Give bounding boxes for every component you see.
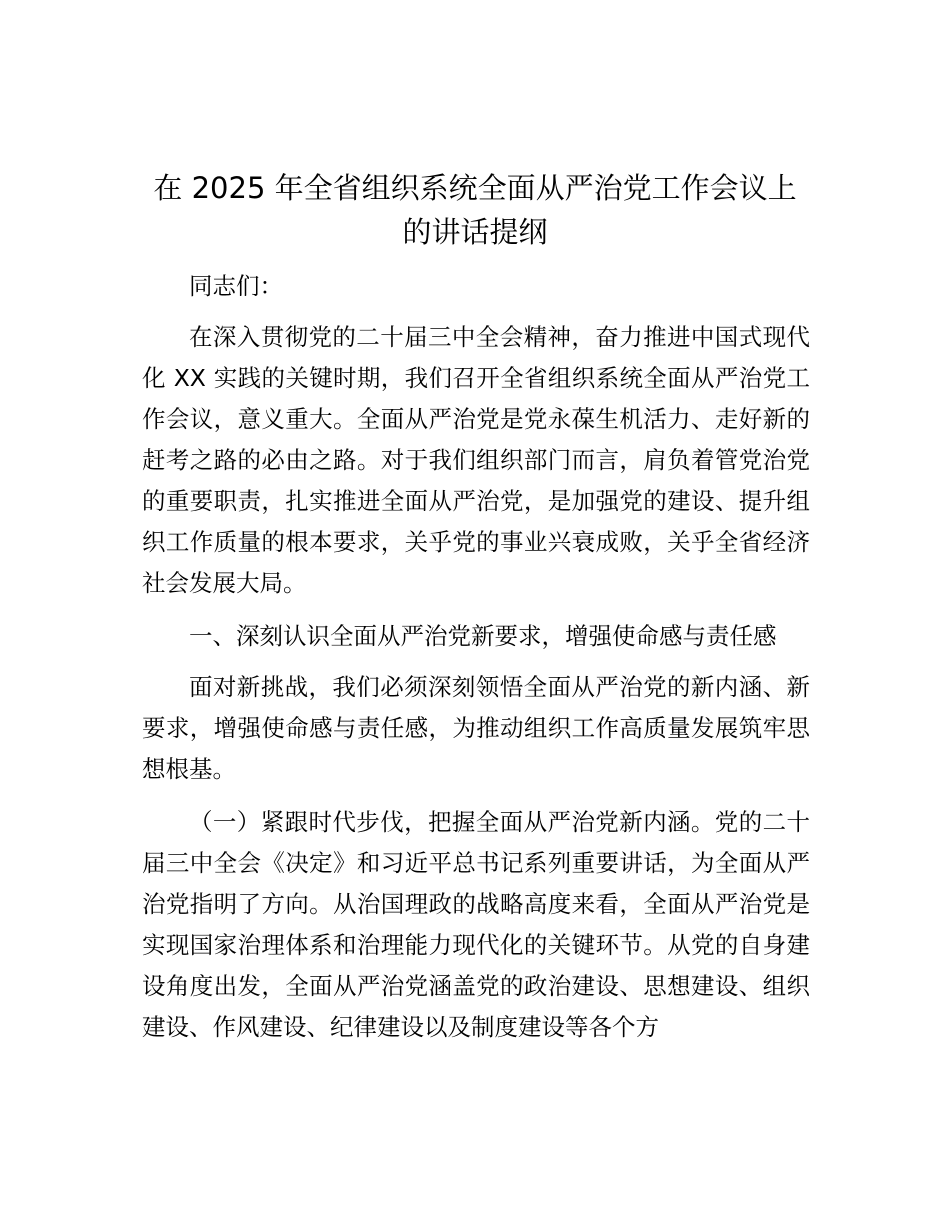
paragraph-subsection-1: （一）紧跟时代步伐，把握全面从严治党新内涵。党的二十届三中全会《决定》和习近平总书记系列重要讲话，为全面从严治党指明了方向。从治国理政的战略高度来看，全面从严治党是实现国家治理体系和治理能力现代化的关键环节。从党的自身建设角度出发，全面从严治党涵盖党的政治建设、思想建设、组织建设、作风建设、纪律建设以及制度建设等各个方 [142,808,810,1041]
section-heading-1: 一、深刻认识全面从严治党新要求，增强使命感与责任感 [189,622,777,650]
paragraph-intro: 在深入贯彻党的二十届三中全会精神，奋力推进中国式现代化 XX 实践的关键时期，我们召开全省组织系统全面从严治党工作会议，意义重大。全面从严治党是党永葆生机活力、走好新的赶考之路的必由之路。对于我们组织部门而言，肩负着管党治党的重要职责，扎实推进全面从严治党，是加强党的建设、提升组织工作质量的根本要求，关乎党的事业兴衰成败，关乎全省经济社会发展大局。 [142,323,810,597]
document-title: 在 2025 年全省组织系统全面从严治党工作会议上的讲话提纲 [153,171,797,249]
salutation: 同志们： [189,272,283,300]
paragraph-section-1-intro: 面对新挑战，我们必须深刻领悟全面从严治党的新内涵、新要求，增强使命感与责任感，为推动组织工作高质量发展筑牢思想根基。 [142,673,810,783]
document-body [142,266,810,1060]
